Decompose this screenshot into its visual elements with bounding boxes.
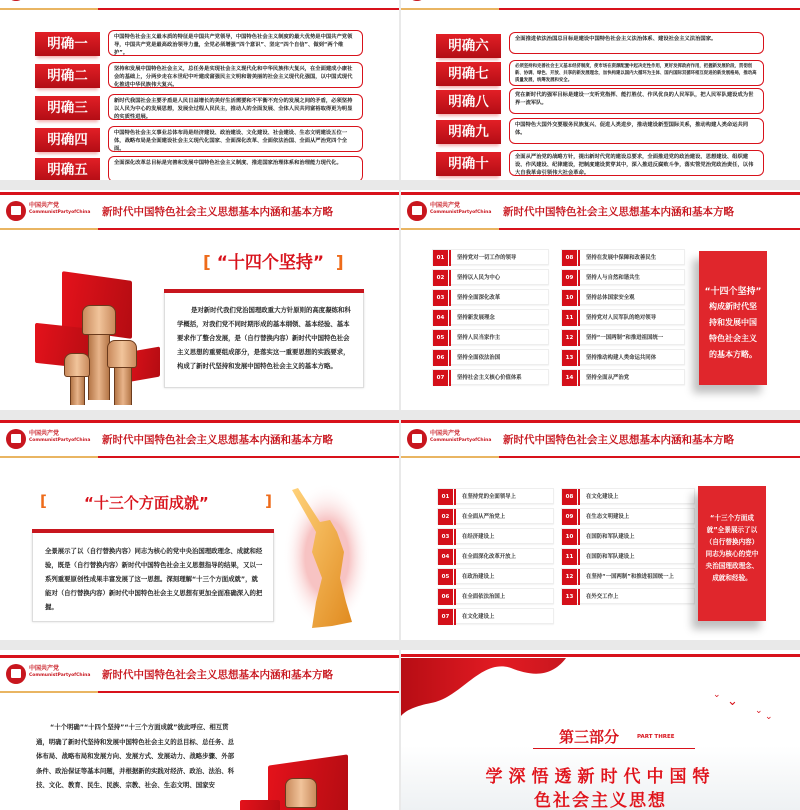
ming-que-tag: 明确四 bbox=[35, 128, 100, 152]
slide-header bbox=[0, 420, 399, 458]
ming-que-tag: 明确九 bbox=[436, 120, 501, 144]
slide-thumbnail-4[interactable]: 中国共产党 CommunistPartyofChina 新时代中国特色社会主义思想基本内涵和基本方略 01 坚持党对一切工作的领导 02 坚持以人民为中心 03 坚持全面深化改革 04 坚持新发展理念 05 坚持人民当家作主 06 坚持全面依法治国 07 坚持社会主义核心价值体系 08 坚持在发展中保障和改善民生 09 坚持人与自然和谐共生 10 坚持总体国家安全观 11 坚持党对人民军队的绝对领导 12 坚持“一国两制”和推进祖国统一 13 坚持推动构建人类命运共同体 14 坚持全面从严治党 “十四个坚持” 构成新时代坚持和发展中国特色社会主义的基本方略。 bbox=[401, 190, 800, 410]
section-number-en: PART THREE bbox=[637, 734, 675, 740]
brand-text: 中国共产党 CommunistPartyofChina bbox=[29, 202, 91, 215]
slide-header bbox=[0, 190, 399, 230]
slide-thumbnail-5[interactable]: 中国共产党 CommunistPartyofChina 新时代中国特色社会主义思想基本内涵和基本方略 [ “十三个方面成就” ] 全景展示了以（自行替换内容）同志为核心的党中央治国理政理念、成就和经验，既是（自行替换内容）新时代中国特色社会主义思想指导的结果，又以一系列重要原创性成果丰富发展了这一思想。深刻理解“十三个方面成就”，就能对（自行替换内容）新时代中国特色社会主义思想有更加全面准确深入的把握。 bbox=[0, 420, 399, 640]
slide-thumbnail-2[interactable] bbox=[401, 0, 800, 180]
ming-que-item bbox=[436, 118, 766, 148]
slide-thumbnail-7[interactable] bbox=[0, 650, 399, 810]
slide-header bbox=[0, 0, 399, 10]
party-logo-icon bbox=[6, 429, 26, 449]
brand-text: 中国共产党 CommunistPartyofChina bbox=[29, 665, 91, 678]
section-heading: [ “十四个坚持” ] bbox=[203, 253, 344, 273]
ming-que-text: 全面从严治党的战略方针，提出新时代党的建设总要求，全面推进党的政治建设、思想建设、组织建设、作风建设、纪律建设，把制度建设贯穿其中，深入推进反腐败斗争，落实管党治党政治责任，以伟大自我革命引领伟大社会革命。 bbox=[509, 150, 764, 176]
ming-que-item bbox=[35, 126, 365, 156]
brand-text: 中国共产党 CommunistPartyofChina bbox=[29, 430, 91, 443]
ming-que-text: 中国特色大国外交要服务民族复兴、促进人类进步，推动建设新型国际关系，推动构建人类命运共同体。 bbox=[509, 118, 764, 144]
ming-que-item bbox=[35, 94, 365, 124]
ming-que-tag: 明确三 bbox=[35, 96, 100, 120]
slide-header bbox=[401, 420, 800, 458]
ming-que-item bbox=[436, 32, 766, 62]
ming-que-text: 全面深化改革总目标是完善和发展中国特色社会主义制度、推进国家治理体系和治理能力现代化。 bbox=[108, 156, 363, 180]
ming-que-tag: 明确七 bbox=[436, 62, 501, 86]
party-logo-icon bbox=[6, 201, 26, 221]
ming-que-item bbox=[35, 30, 365, 60]
slide-title: 新时代中国特色社会主义思想基本内涵和基本方略 bbox=[102, 669, 333, 681]
ming-que-item bbox=[35, 156, 365, 180]
slide-title: 新时代中国特色社会主义思想基本内涵和基本方略 bbox=[102, 206, 333, 218]
section-title-line2: 色社会主义思想 bbox=[534, 791, 667, 810]
party-logo-icon bbox=[6, 664, 26, 684]
party-logo-icon bbox=[407, 0, 427, 1]
slide-header bbox=[401, 190, 800, 230]
ming-que-text: 必须坚持和完善社会主义基本经济制度，使市场在资源配置中起决定性作用，更好发挥政府作用，把握新发展阶段，贯彻创新、协调、绿色、开放、共享的新发展理念，加快构建以国内大循环为主体、国内国际双循环相互促进的新发展格局，推动高质量发展，统筹发展和安全。 bbox=[509, 60, 764, 86]
ming-que-item bbox=[35, 62, 365, 92]
brand-text: 中国共产党 CommunistPartyofChina bbox=[430, 430, 492, 443]
slide-header bbox=[0, 653, 399, 693]
section-title-line1: 学深悟透新时代中国特 bbox=[485, 767, 716, 787]
summary-paragraph: “十个明确”“十四个坚持”“十三个方面成就”彼此呼应、相互贯通，明确了新时代坚持和发展中国特色社会主义的总目标、总任务、总体布局、战略布局和发展方向、发展方式、发展动力、战略步骤、外部条件、政治保证等基本问题，并根据新的实践对经济、政治、法治、科技、文化、教育、民生、民族、宗教、社会、生态文明、国家安 bbox=[36, 723, 235, 789]
slide-header bbox=[401, 0, 800, 10]
slide-thumbnail-8[interactable]: ⌄ ⌄ ⌄ ⌄ 第三部分 PART THREE 学深悟透新时代中国特 色社会主义思想 bbox=[401, 650, 800, 810]
red-ribbon-decoration bbox=[401, 658, 571, 718]
ming-que-text: 中国特色社会主义最本质的特征是中国共产党领导，中国特色社会主义制度的最大优势是中国共产党领导，中国共产党是最高政治领导力量，全党必须增强“四个意识”、坚定“四个自信”、做到“两个维护”。 bbox=[108, 30, 363, 56]
divider bbox=[533, 748, 695, 749]
party-logo-icon bbox=[407, 201, 427, 221]
bugler-statue-illustration bbox=[282, 482, 372, 632]
slide-thumbnail-3[interactable] bbox=[0, 190, 399, 410]
slide-title: 新时代中国特色社会主义思想基本内涵和基本方略 bbox=[503, 434, 734, 446]
brand-text: 中国共产党 CommunistPartyofChina bbox=[430, 202, 492, 215]
description-box: 是对新时代我们党治国理政重大方针原则的高度凝练和科学概括，对我们党不同时期形成的基本纲领、基本经验、基本要求作了整合发展，是（自行替换内容）新时代中国特色社会主义思想的重要组成部分，是落实这一重要思想的实践要求，构成了新时代坚持和发展中国特色社会主义的基本方略。 bbox=[164, 292, 364, 388]
ming-que-text: 全面推进依法治国总目标是建设中国特色社会主义法治体系、建设社会主义法治国家。 bbox=[509, 32, 764, 54]
ming-que-tag: 明确十 bbox=[436, 152, 501, 176]
summary-box: “十四个坚持” 构成新时代坚持和发展中国特色社会主义的基本方略。 bbox=[699, 251, 767, 385]
slide-title: 新时代中国特色社会主义思想基本内涵和基本方略 bbox=[503, 206, 734, 218]
ming-que-tag: 明确二 bbox=[35, 64, 100, 88]
ming-que-item bbox=[436, 88, 766, 118]
section-number: 第三部分 bbox=[559, 728, 620, 746]
ming-que-text: 党在新时代的强军目标是建设一支听党指挥、能打胜仗、作风优良的人民军队，把人民军队建设成为世界一流军队。 bbox=[509, 88, 764, 114]
party-logo-icon bbox=[407, 429, 427, 449]
ming-que-tag: 明确五 bbox=[35, 158, 100, 180]
summary-box: “十三个方面成就”全景展示了以（自行替换内容）同志为核心的党中央治国理政理念、成就和经验。 bbox=[698, 486, 766, 621]
slide-thumbnail-1[interactable] bbox=[0, 0, 399, 180]
ming-que-tag: 明确一 bbox=[35, 32, 100, 56]
ming-que-text: 坚持和发展中国特色社会主义，总任务是实现社会主义现代化和中华民族伟大复兴，在全面建成小康社会的基础上，分两步走在本世纪中叶建成富强民主文明和谐美丽的社会主义现代化强国，以中国式现代化推进中华民族伟大复兴。 bbox=[108, 62, 363, 88]
ming-que-text: 新时代我国社会主要矛盾是人民日益增长的美好生活需要和不平衡不充分的发展之间的矛盾，必须坚持以人民为中心的发展思想，发展全过程人民民主，推动人的全面发展、全体人民共同富裕取得更为明显的实质性进展。 bbox=[108, 94, 363, 120]
description-box: 全景展示了以（自行替换内容）同志为核心的党中央治国理政理念、成就和经验，既是（自行替换内容）新时代中国特色社会主义思想指导的结果，又以一系列重要原创性成果丰富发展了这一思想。深刻理解“十三个方面成就”，就能对（自行替换内容）新时代中国特色社会主义思想有更加全面准确深入的把握。 bbox=[32, 532, 274, 622]
ming-que-tag: 明确六 bbox=[436, 34, 501, 58]
ming-que-item bbox=[436, 60, 766, 90]
party-logo-icon bbox=[6, 0, 26, 1]
slide-title: 新时代中国特色社会主义思想基本内涵和基本方略 bbox=[102, 434, 333, 446]
ming-que-text: 中国特色社会主义事业总体布局是经济建设、政治建设、文化建设、社会建设、生态文明建设五位一体，战略布局是全面建设社会主义现代化国家、全面深化改革、全面依法治国、全面从严治党四个全面。 bbox=[108, 126, 363, 152]
ming-que-item bbox=[436, 150, 766, 180]
slide-thumbnail-6[interactable]: 中国共产党 CommunistPartyofChina 新时代中国特色社会主义思想基本内涵和基本方略 01 在坚持党的全面领导上 02 在全面从严治党上 03 在经济建设上 04 在全面深化改革开放上 05 在政治建设上 06 在全面依法治国上 07 在文化建设上 08 在文化建设上 09 在生态文明建设上 10 在国防和军队建设上 11 在国防和军队建设上 12 在坚持“一国两制”和推进祖国统一上 13 在外交工作上 “十三个方面成就”全景展示了以（自行替换内容）同志为核心的党中央治国理政理念、成就和经验。 bbox=[401, 420, 800, 640]
ming-que-tag: 明确八 bbox=[436, 90, 501, 114]
